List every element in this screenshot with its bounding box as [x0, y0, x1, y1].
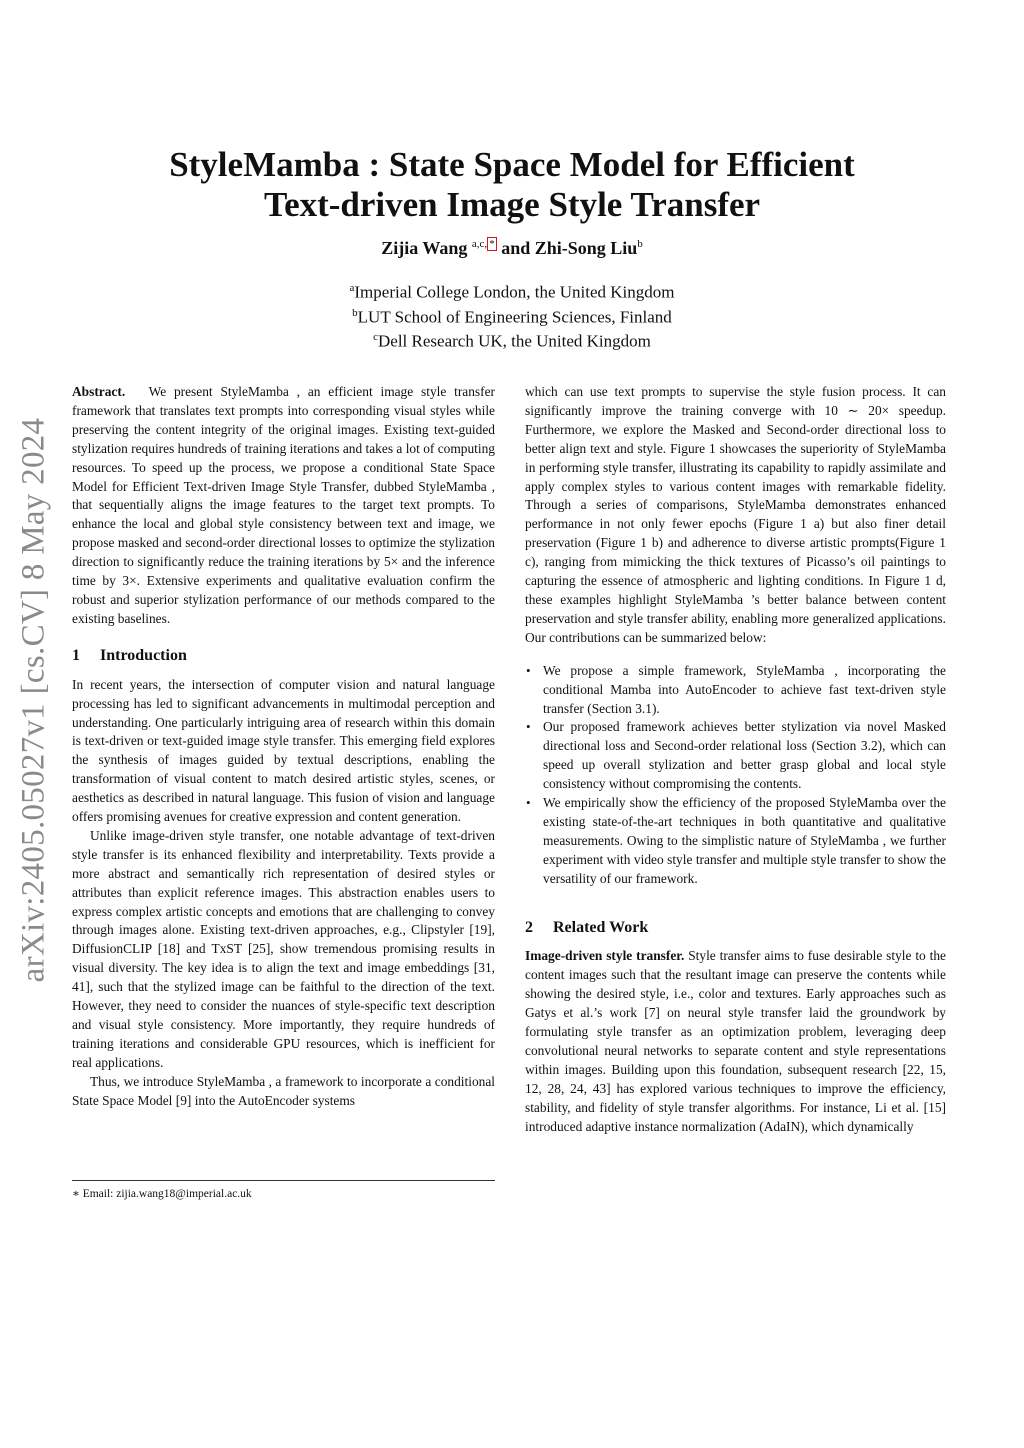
left-column — [72, 383, 495, 1111]
footnote: ∗ Email: zijia.wang18@imperial.ac.uk — [72, 1180, 495, 1200]
affiliation-line: $^b$LUT School of Engineering Sciences, Finland — [352, 306, 672, 327]
author-list — [0, 238, 1024, 259]
abstract — [72, 383, 495, 629]
intro-paragraph: In recent years, the intersection of computer vision and natural language processing has led to significant advancements in multimodal perception and understanding. One particularly intriguing area of research within this domain is text-driven or text-guided image style transfer. This emerging field explores the synthesis of images guided by textual descriptions, enabling the transformation of visual content to match desired artistic styles, scenes, or aesthetics as described in natural language. This fusion of vision and language offers promising avenues for creative expression and content generation. — [72, 676, 495, 825]
affiliation-line: $^a$Imperial College London, the United Kingdom — [349, 282, 675, 302]
abstract-label: Abstract. — [72, 384, 126, 399]
section-heading-related-work: 2 Related Work — [525, 918, 649, 936]
intro-paragraph: Unlike image-driven style transfer, one notable advantage of text-driven style transfer is its enhanced flexibility and interpretability. Texts provide a more abstract and semantically rich representation of desired styles or attributes than explicit reference images. This abstraction enables users to express complex artistic concepts and emotions that are challenging to convey through images alone. Existing text-driven approaches, e.g., Clipstyler [19], DiffusionCLIP [18] and TxST [25], show tremendous promising results in visual diversity. The key idea is to align the text and image embeddings [31, 41], such that the stylized image can be faithful to the direction of the text. However, they need to consider the nuances of style-specific text description and visual style consistency. More importantly, they require hundreds of training iterations and considerable GPU resources, which is inefficient for real applications. — [72, 827, 495, 1070]
paper-title — [0, 145, 1024, 225]
arxiv-identifier: arXiv:2405.05027v1 [cs.CV] 8 May 2024 — [15, 417, 52, 983]
abstract-text: We present StyleMamba , an efficient image style transfer framework that translates text prompts into corresponding visual styles while preserving the content integrity of the original images. Existing text-guided stylization requires hundreds of training iterations and takes a lot of computing resources. To speed up the process, we propose a conditional State Space Model for Efficient Text-driven Image Style Transfer, dubbed StyleMamba , that sequentially aligns the image features to the target text prompts. To enhance the local and global style consistency between text and image, we propose masked and second-order directional losses to optimize the stylization direction to significantly reduce the training iterations by 5× and the inference time by 3×. Extensive experiments and qualitative evaluation confirm the robust and superior stylization performance of our methods compared to the existing baselines. — [72, 384, 496, 626]
bullet-icon: • — [526, 719, 531, 735]
bullet-icon: • — [526, 795, 531, 811]
right-column — [525, 383, 946, 1137]
affiliation-line: $^c$Dell Research UK, the United Kingdom — [373, 331, 651, 351]
affiliations — [0, 278, 1024, 352]
related-work-paragraph: Image-driven style transfer. Style transfer aims to fuse desirable style to the content images such that the resultant image can preserve the contents while showing the desired style, i.e., color and textures. Early approaches such as Gatys et al.’s work [7] on neural style transfer laid the groundwork by formulating style transfer as an optimization problem, leveraging deep convolutional neural networks to separate content and style representations within images. Building upon this foundation, subsequent research [22, 15, 12, 28, 24, 43] has explored various techniques to improve the efficiency, stability, and fidelity of style transfer algorithms. For instance, Li et al. [15] introduced adaptive instance normalization (AdaIN), which dynamically — [525, 948, 946, 1134]
intro-paragraph: Thus, we introduce StyleMamba , a framework to incorporate a conditional State Space Model [9] into the AutoEncoder systems — [72, 1073, 495, 1108]
body-paragraph: which can use text prompts to supervise the style fusion process. It can significantly improve the training converge with 10 ∼ 20× speedup. Furthermore, we explore the Masked and Second-order directional loss to better align text and style. Figure 1 showcases the superiority of StyleMamba in performing style transfer, illustrating its capability to rapidly assimilate and apply complex styles to various content images with remarkable fidelity. Through a series of comparisons, StyleMamba demonstrates enhanced performance in not only fewer epochs (Figure 1 a) but also finer detail preservation (Figure 1 b) and adherence to diverse artistic prompts(Figure 1 c), ranging from mimicking the thick textures of Picasso’s oil paintings to capturing the essence of atmospheric and lighting conditions. In Figure 1 d, these examples highlight StyleMamba ’s better balance between content preservation and style transfer ability, enabling more generalized applications. Our contributions can be summarized below: — [525, 384, 946, 645]
footnote-link[interactable]: * — [489, 238, 495, 250]
title-line-1: StyleMamba : State Space Model for Efficient — [169, 145, 855, 184]
bullet-icon: • — [526, 662, 531, 678]
author-name: and Zhi-Song Liu — [496, 238, 638, 258]
runin-heading: Image-driven style transfer. — [525, 948, 685, 964]
contributions-list — [525, 662, 946, 889]
list-item: • We propose a simple framework, StyleMamba , incorporating the conditional Mamba into AutoEncoder to achieve fast text-driven style transfer (Section 3.1). — [526, 662, 946, 716]
title-line-2: Text-driven Image Style Transfer — [263, 185, 761, 224]
section-heading-introduction: 1 Introduction — [72, 646, 187, 664]
list-item: • We empirically show the efficiency of the proposed StyleMamba over the existing state-of-the-art techniques in both quantitative and qualitative measurements. Owing to the simplistic nature of StyleMamba , we further experiment with video style transfer and multiple style transfer to show the versatility of our framework. — [526, 795, 946, 886]
author-name: Zijia Wang — [381, 238, 468, 258]
author-affiliation-marks: b — [637, 238, 643, 250]
list-item: • Our proposed framework achieves better stylization via novel Masked directional loss and Second-order relational loss (Section 3.2), which can speed up overall stylization and better grasp global and local style consistency without compromising the contents. — [526, 719, 946, 792]
author-affiliation-marks: a,c, — [471, 238, 488, 250]
